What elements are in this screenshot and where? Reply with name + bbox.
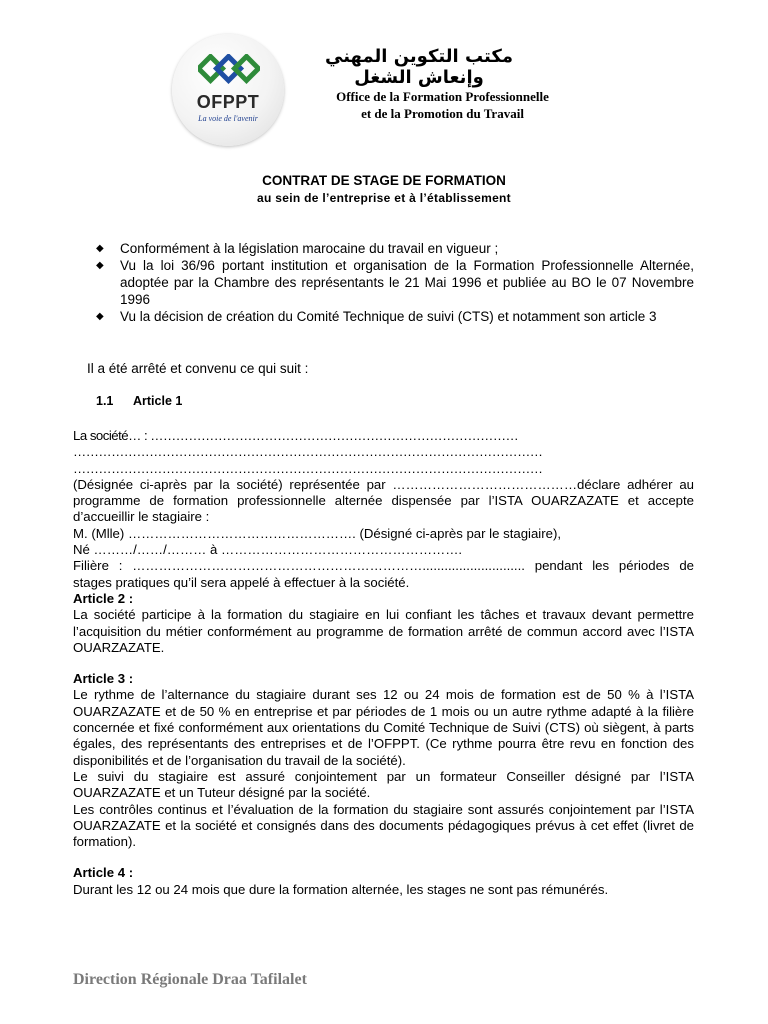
- company-line-2: …………………………………………………………………………………………………: [73, 444, 543, 460]
- ofppt-logo: [172, 34, 294, 146]
- company-representation: (Désignée ci-après par la société) représentée par ……………………………………déclare adhérer au programme de formation professionnelle alternée dispensée par l’ISTA OUARZAZATE et accepte d’accueillir le stagiaire :: [73, 476, 694, 525]
- article-3-paragraph-2: Le suivi du stagiaire est assuré conjointement par un formateur Conseiller désigné par l’ISTA OUARZAZATE et un Tuteur désigné par la société.: [73, 768, 694, 801]
- intro-text: Il a été arrêté et convenu ce qui suit :: [87, 361, 309, 376]
- contract-body: [73, 428, 694, 898]
- article-3-paragraph-3: Les contrôles continus et l’évaluation de la formation du stagiaire sont assurés conjointement par l’ISTA OUARZAZATE et la société et consignés dans des documents pédagogiques prévus à cet effet (livret de formation).: [73, 801, 694, 850]
- preamble-list: [96, 240, 694, 325]
- logo-text: OFPPT: [196, 92, 260, 112]
- list-item: ◆ Conformément à la législation marocaine du travail en vigueur ;: [96, 241, 499, 256]
- office-line-1: Office de la Formation Professionnelle: [336, 89, 549, 104]
- article-number: 1.1: [96, 394, 114, 408]
- document-subtitle: au sein de l’entreprise et à l’établissement: [257, 191, 511, 205]
- diamond-bullet-icon: ◆: [96, 243, 104, 254]
- company-line-1: La société… : ……………………………………………………………………………: [73, 428, 519, 443]
- footer-direction: Direction Régionale Draa Tafilalet: [73, 971, 307, 988]
- article-1-heading: [96, 394, 182, 408]
- diamond-bullet-icon: ◆: [96, 260, 104, 271]
- trainee-birth: Né ………/……/……… à ……………………………………………….: [73, 542, 463, 558]
- article-label: Article 1: [133, 394, 183, 408]
- office-line-2: et de la Promotion du Travail: [361, 106, 524, 121]
- article-2-heading: Article 2 :: [73, 590, 134, 606]
- article-4-heading: Article 4 :: [73, 865, 134, 881]
- document-title: CONTRAT DE STAGE DE FORMATION: [262, 173, 506, 188]
- company-line-3: …………………………………………………………………………………………………: [73, 460, 543, 476]
- trainee-name: M. (Mlle) ……………………………………………. (Désigné ci-après par le stagiaire),: [73, 525, 562, 541]
- article-2-text: La société participe à la formation du stagiaire en lui confiant les tâches et travaux devant permettre l’acquisition du métier conformément au programme de formation arrêté de commun accord avec l’ISTA OUARZAZATE.: [73, 607, 694, 655]
- article-4-text: Durant les 12 ou 24 mois que dure la formation alternée, les stages ne sont pas rémunérés.: [73, 881, 609, 897]
- trainee-filiere: Filière : …………………………………………………………............................ pendant les périodes de stages pratiques qu’il sera appelé à effectuer à la société.: [73, 558, 694, 590]
- list-item: ◆ Vu la décision de création du Comité Technique de suivi (CTS) et notamment son article 3: [96, 309, 657, 324]
- diamond-bullet-icon: ◆: [96, 311, 104, 322]
- logo-badge: [172, 34, 284, 146]
- arabic-organization-name: مكتب التكوين المهني وإنعاش الشغل: [325, 46, 513, 88]
- logo-tagline: La voie de l'avenir: [198, 114, 258, 123]
- list-item: ◆ Vu la loi 36/96 portant institution et organisation de la Formation Professionnelle Alternée, adoptée par la Chambre des représentants le 21 Mai 1996 et publiée au BO le 07 Novembre 1996: [96, 258, 694, 307]
- logo-diamonds-icon: [198, 54, 260, 88]
- article-3-paragraph-1: Le rythme de l’alternance du stagiaire durant ses 12 ou 24 mois de formation est de 50 % à l’ISTA OUARZAZATE et de 50 % en entreprise et par périodes de 1 mois ou un autre rythme adapté à la filière concernée et fixé conformément aux orientations du Comité Technique de Suivi (CTS) où siègent, à parts égales, des représentants des entreprises et de l’OFPPT. (Ce rythme pourra être revu en fonction des disponibilités et de l’organisation du travail de la société).: [73, 687, 694, 768]
- article-3-heading: Article 3 :: [73, 671, 134, 687]
- office-name: [300, 88, 585, 122]
